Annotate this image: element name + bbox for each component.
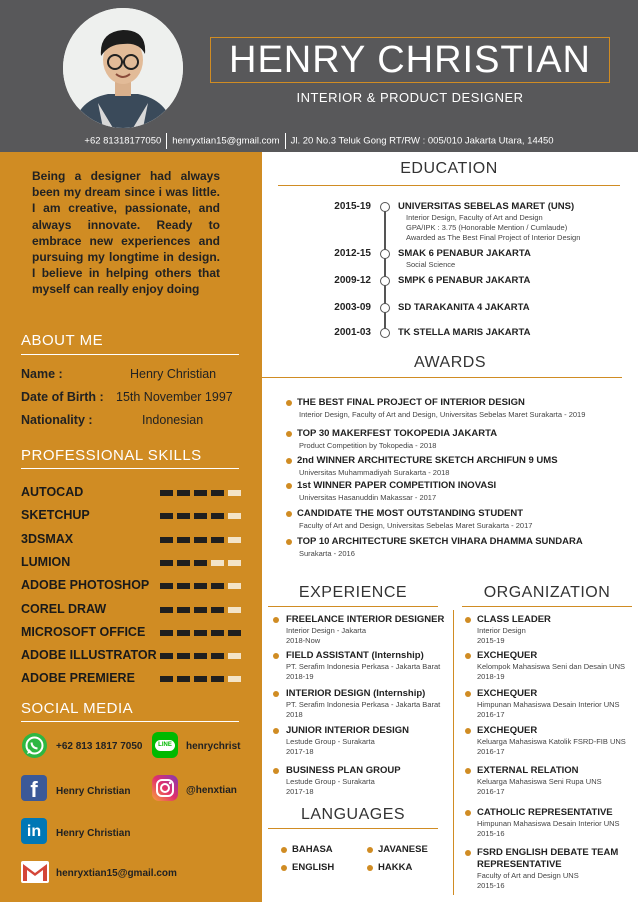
profile-photo <box>63 8 183 128</box>
phone-text: +62 81318177050 <box>84 135 162 147</box>
skill-name: ADOBE PHOTOSHOP <box>21 578 150 593</box>
linkedin-icon: in <box>21 818 47 844</box>
skill-level-segment <box>211 676 224 682</box>
dob-value: 15th November 1997 <box>116 390 233 404</box>
skill-level-segment <box>211 653 224 659</box>
organization-title: EXCHEQUER <box>477 688 538 699</box>
skill-level-bar <box>160 653 250 659</box>
skill-level-segment <box>194 560 207 566</box>
bullet <box>465 850 471 856</box>
about-heading: ABOUT ME <box>21 332 104 349</box>
education-year: 2009-12 <box>334 275 371 286</box>
skill-level-segment <box>160 537 173 543</box>
award-detail: Surakarta - 2016 <box>299 549 355 558</box>
skill-level-segment <box>228 583 241 589</box>
intro-paragraph: Being a designer had always been my dream since i was little. I am creative, passionate, and always innovate. Ready to embrace new experiences and pursuing my longtime in design. I believe in helping others that myself can really enjoy doing <box>32 169 220 297</box>
bullet <box>273 691 279 697</box>
skill-level-segment <box>177 560 190 566</box>
experience-detail: 2017-18 <box>286 747 314 756</box>
skill-level-segment <box>177 583 190 589</box>
divider <box>21 354 239 355</box>
skill-level-bar <box>160 537 250 543</box>
divider <box>278 185 620 186</box>
skill-level-segment <box>194 490 207 496</box>
skill-level-segment <box>177 653 190 659</box>
organization-title: EXTERNAL RELATION <box>477 765 579 776</box>
divider <box>262 377 622 378</box>
dob-label: Date of Birth : <box>21 390 104 404</box>
experience-title: JUNIOR INTERIOR DESIGN <box>286 725 409 736</box>
skill-level-segment <box>194 607 207 613</box>
experience-detail: 2018-Now <box>286 636 321 645</box>
social-heading: SOCIAL MEDIA <box>21 700 134 717</box>
award-title: CANDIDATE THE MOST OUTSTANDING STUDENT <box>297 508 524 519</box>
bullet <box>286 458 292 464</box>
organization-title: CLASS LEADER <box>477 614 551 625</box>
gmail-text: henryxtian15@gmail.com <box>56 868 177 879</box>
organization-detail: Himpunan Mahasiswa Desain Interior UNS <box>477 819 620 828</box>
award-detail: Interior Design, Faculty of Art and Design, Universitas Sebelas Maret Surakarta - 2019 <box>299 410 586 419</box>
skill-level-segment <box>177 630 190 636</box>
organization-title: EXCHEQUER <box>477 650 538 661</box>
organization-detail: Faculty of Art and Design UNS <box>477 871 579 880</box>
skill-level-segment <box>194 537 207 543</box>
skill-level-segment <box>194 676 207 682</box>
education-title: SMAK 6 PENABUR JAKARTA <box>398 248 531 259</box>
experience-detail: Interior Design - Jakarta <box>286 626 367 635</box>
bullet <box>273 617 279 623</box>
skill-level-segment <box>228 653 241 659</box>
skill-name: AUTOCAD <box>21 485 84 499</box>
organization-detail: 2015-19 <box>477 636 505 645</box>
bullet <box>465 617 471 623</box>
skill-level-segment <box>160 583 173 589</box>
skill-level-bar <box>160 583 250 589</box>
person-name: HENRY CHRISTIAN <box>229 39 591 81</box>
skill-level-segment <box>194 513 207 519</box>
bullet <box>281 865 287 871</box>
nationality-label: Nationality : <box>21 413 93 427</box>
education-year: 2001-03 <box>334 327 371 338</box>
skill-level-segment <box>194 653 207 659</box>
skill-level-segment <box>228 676 241 682</box>
facebook-icon: f <box>21 775 47 801</box>
skill-level-segment <box>211 513 224 519</box>
divider <box>268 828 438 829</box>
education-title: SMPK 6 PENABUR JAKARTA <box>398 275 531 286</box>
skill-level-segment <box>177 676 190 682</box>
organization-detail: 2016-17 <box>477 747 505 756</box>
organization-detail: Keluarga Mahasiswa Seni Rupa UNS <box>477 777 602 786</box>
timeline-node <box>380 249 390 259</box>
language-item: BAHASA <box>292 844 333 855</box>
experience-detail: 2018 <box>286 710 303 719</box>
award-title: 1st WINNER PAPER COMPETITION INOVASI <box>297 480 497 491</box>
experience-detail: Lestude Group - Surakarta <box>286 777 375 786</box>
bullet <box>286 539 292 545</box>
facebook-text: Henry Christian <box>56 786 131 797</box>
skills-heading: PROFESSIONAL SKILLS <box>21 447 202 464</box>
timeline-node <box>380 202 390 212</box>
award-title: TOP 30 MAKERFEST TOKOPEDIA JAKARTA <box>297 428 498 439</box>
education-detail: GPA/IPK : 3.75 (Honorable Mention / Cumlaude) <box>406 223 568 232</box>
bullet <box>465 768 471 774</box>
awards-heading: AWARDS <box>400 354 500 372</box>
organization-detail: Keluarga Mahasiswa Katolik FSRD-FIB UNS <box>477 737 626 746</box>
skill-level-segment <box>211 537 224 543</box>
experience-detail: PT. Serafim Indonesia Perkasa - Jakarta Barat <box>286 662 441 671</box>
bullet <box>281 847 287 853</box>
skill-level-bar <box>160 513 250 519</box>
skill-level-segment <box>211 560 224 566</box>
award-title: 2nd WINNER ARCHITECTURE SKETCH ARCHIFUN 9 UMS <box>297 455 558 466</box>
award-detail: Faculty of Art and Design, Universitas Sebelas Maret Surakarta - 2017 <box>299 521 533 530</box>
organization-detail: 2016-17 <box>477 787 505 796</box>
skill-level-segment <box>160 490 173 496</box>
skill-level-bar <box>160 607 250 613</box>
organization-heading: ORGANIZATION <box>483 584 611 601</box>
skill-level-segment <box>160 653 173 659</box>
award-detail: Universitas Muhammadiyah Surakarta - 2018 <box>299 468 450 477</box>
whatsapp-icon <box>21 732 48 764</box>
instagram-text: @henxtian <box>186 785 237 796</box>
timeline-node <box>380 328 390 338</box>
line-text: henrychrist <box>186 741 241 752</box>
skill-level-segment <box>228 560 241 566</box>
skill-level-segment <box>160 630 173 636</box>
language-item: JAVANESE <box>378 844 428 855</box>
skill-level-segment <box>160 607 173 613</box>
timeline-node <box>380 276 390 286</box>
organization-detail: Kelompok Mahasiswa Seni dan Desain UNS <box>477 662 625 671</box>
skill-level-segment <box>194 583 207 589</box>
languages-heading: LANGUAGES <box>300 806 406 823</box>
skill-name: COREL DRAW <box>21 601 107 616</box>
organization-detail: 2018-19 <box>477 672 505 681</box>
linkedin-text: Henry Christian <box>56 828 131 839</box>
bullet <box>465 810 471 816</box>
skill-level-bar <box>160 560 250 566</box>
skill-level-segment <box>160 513 173 519</box>
skill-level-segment <box>211 490 224 496</box>
name-label: Name : <box>21 367 63 381</box>
skill-level-bar <box>160 630 250 636</box>
bullet <box>273 728 279 734</box>
education-year: 2012-15 <box>334 248 371 259</box>
experience-title: FREELANCE INTERIOR DESIGNER <box>286 614 445 625</box>
separator <box>166 133 167 149</box>
bullet <box>465 728 471 734</box>
bullet <box>286 431 292 437</box>
experience-title: FIELD ASSISTANT (Internship) <box>286 650 424 661</box>
bullet <box>286 511 292 517</box>
organization-detail: Interior Design <box>477 626 526 635</box>
bullet <box>465 691 471 697</box>
bullet <box>273 768 279 774</box>
award-detail: Product Competition by Tokopedia - 2018 <box>299 441 437 450</box>
skill-name: MICROSOFT OFFICE <box>21 624 146 639</box>
divider <box>21 468 239 469</box>
skill-level-bar <box>160 676 250 682</box>
divider <box>462 606 632 607</box>
email-text: henryxtian15@gmail.com <box>172 135 280 147</box>
job-title: INTERIOR & PRODUCT DESIGNER <box>296 90 524 105</box>
timeline-line <box>384 207 386 335</box>
skill-level-segment <box>177 513 190 519</box>
skill-level-segment <box>194 630 207 636</box>
award-title: THE BEST FINAL PROJECT OF INTERIOR DESIGN <box>297 397 525 408</box>
skill-level-segment <box>228 607 241 613</box>
separator <box>285 133 286 149</box>
skill-name: ADOBE ILLUSTRATOR <box>21 648 157 663</box>
bullet <box>367 865 373 871</box>
skill-name: ADOBE PREMIERE <box>21 671 135 686</box>
education-title: TK STELLA MARIS JAKARTA <box>398 327 531 338</box>
bullet <box>367 847 373 853</box>
skill-level-segment <box>211 630 224 636</box>
timeline-node <box>380 303 390 313</box>
language-item: ENGLISH <box>292 862 335 873</box>
divider <box>268 606 438 607</box>
experience-detail: PT. Serafim Indonesia Perkasa - Jakarta Barat <box>286 700 441 709</box>
organization-title-line2: REPRESENTATIVE <box>477 859 562 870</box>
skill-level-segment <box>211 583 224 589</box>
award-detail: Universitas Hasanuddin Makassar - 2017 <box>299 493 437 502</box>
skill-name: LUMION <box>21 554 71 569</box>
name-value: Henry Christian <box>130 367 217 381</box>
education-heading: EDUCATION <box>400 160 498 177</box>
whatsapp-text: +62 813 1817 7050 <box>56 741 143 752</box>
skill-level-segment <box>228 630 241 636</box>
education-detail: Social Science <box>406 260 456 269</box>
contact-line <box>0 133 638 149</box>
skill-level-bar <box>160 490 250 496</box>
education-year: 2015-19 <box>334 201 371 212</box>
divider <box>21 721 239 722</box>
skill-name: SKETCHUP <box>21 508 90 523</box>
experience-heading: EXPERIENCE <box>298 584 408 601</box>
experience-detail: 2018-19 <box>286 672 314 681</box>
organization-title: FSRD ENGLISH DEBATE TEAM <box>477 847 619 858</box>
skill-level-segment <box>228 513 241 519</box>
skill-level-segment <box>228 537 241 543</box>
column-divider <box>453 610 454 895</box>
organization-detail: 2015-16 <box>477 881 505 890</box>
skill-level-segment <box>177 537 190 543</box>
bullet <box>465 653 471 659</box>
education-year: 2003-09 <box>334 302 371 313</box>
address-text: Jl. 20 No.3 Teluk Gong RT/RW : 005/010 Jakarta Utara, 14450 <box>290 135 554 147</box>
experience-title: BUSINESS PLAN GROUP <box>286 765 401 776</box>
skill-level-segment <box>211 607 224 613</box>
skill-name: 3DSMAX <box>21 531 74 546</box>
experience-detail: Lestude Group - Surakarta <box>286 737 375 746</box>
experience-title: INTERIOR DESIGN (Internship) <box>286 688 426 699</box>
organization-title: CATHOLIC REPRESENTATIVE <box>477 807 613 818</box>
bullet <box>286 483 292 489</box>
skill-level-segment <box>160 560 173 566</box>
skill-level-segment <box>177 607 190 613</box>
organization-detail: 2016-17 <box>477 710 505 719</box>
line-icon <box>152 732 178 758</box>
bullet <box>273 653 279 659</box>
organization-title: EXCHEQUER <box>477 725 538 736</box>
gmail-icon <box>21 861 49 888</box>
education-detail: Awarded as The Best Final Project of Interior Design <box>406 233 581 242</box>
experience-detail: 2017-18 <box>286 787 314 796</box>
nationality-value: Indonesian <box>142 413 204 427</box>
education-title: UNIVERSITAS SEBELAS MARET (UNS) <box>398 201 575 212</box>
skill-level-segment <box>228 490 241 496</box>
line-icon-label: LINE <box>155 740 175 751</box>
organization-detail: 2015-16 <box>477 829 505 838</box>
award-title: TOP 10 ARCHITECTURE SKETCH VIHARA DHAMMA SUNDARA <box>297 536 583 547</box>
skill-level-segment <box>177 490 190 496</box>
bullet <box>286 400 292 406</box>
organization-detail: Himpunan Mahasiswa Desain Interior UNS <box>477 700 620 709</box>
skill-level-segment <box>160 676 173 682</box>
education-title: SD TARAKANITA 4 JAKARTA <box>398 302 530 313</box>
education-detail: Interior Design, Faculty of Art and Design <box>406 213 543 222</box>
instagram-icon <box>152 775 178 801</box>
language-item: HAKKA <box>378 862 413 873</box>
